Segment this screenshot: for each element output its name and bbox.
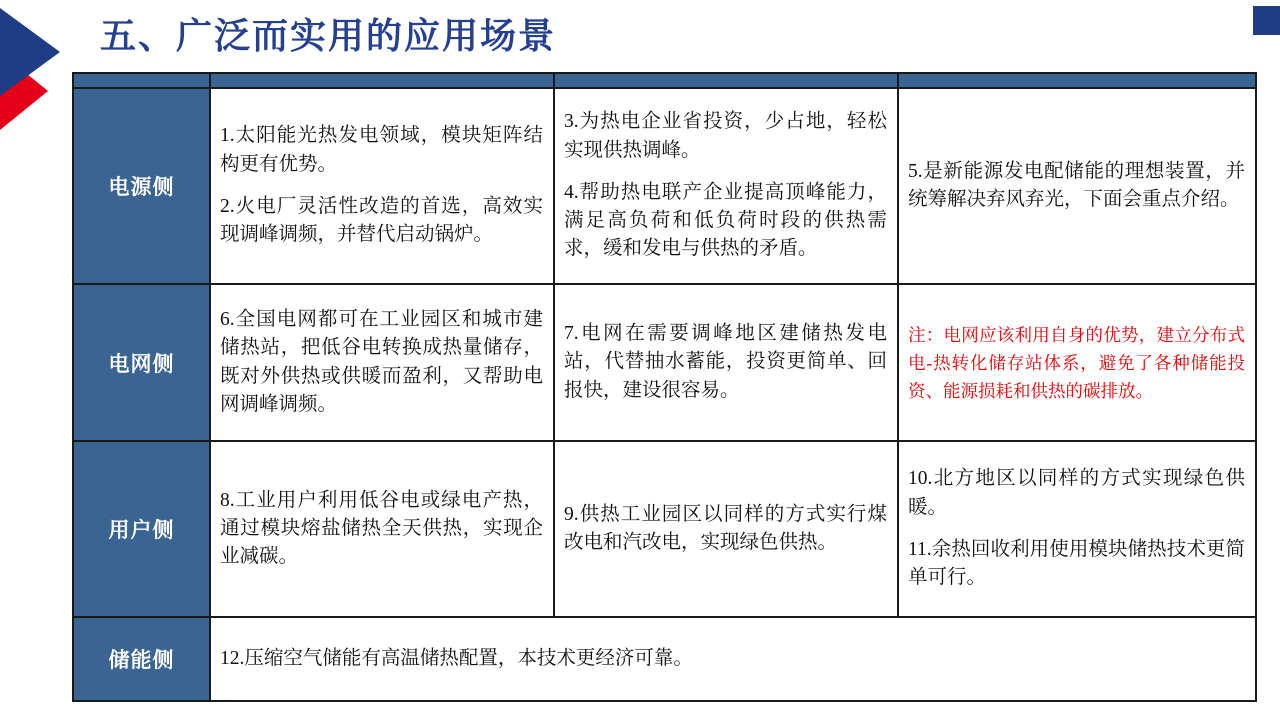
table-cell-note [898, 284, 1256, 441]
cell-paragraph: 8.工业用户利用低谷电或绿电产热，通过模块熔盐储热全天供热，实现企业减碳。 [220, 489, 543, 568]
corner-decoration [1253, 6, 1280, 35]
cell-paragraph: 11.余热回收利用使用模块储热技术更简单可行。 [908, 539, 1245, 589]
header-cell [554, 73, 898, 88]
cell-paragraph: 6.全国电网都可在工业园区和城市建储热站，把低谷电转换成热量储存，既对外供热或供暖而盈利，又帮助电网调峰调频。 [220, 308, 543, 415]
table-cell [898, 441, 1256, 617]
table-cell [898, 88, 1256, 284]
cell-paragraph: 1.太阳能光热发电领域，模块矩阵结构更有优势。 [220, 125, 543, 175]
table-row-power-source [73, 88, 1256, 284]
table-cell [554, 441, 898, 617]
table-cell [210, 88, 554, 284]
application-scenarios-table [72, 72, 1257, 702]
table-cell [554, 284, 898, 441]
table-row-grid-side [73, 284, 1256, 441]
note-paragraph: 注：电网应该利用自身的优势，建立分布式电-热转化储存站体系，避免了各种储能投资、能源损耗和供热的碳排放。 [908, 324, 1245, 401]
cell-paragraph: 7.电网在需要调峰地区建储热发电站，代替抽水蓄能，投资更简单、回报快，建设很容易。 [564, 323, 887, 401]
table-cell [554, 88, 898, 284]
slide-title: 五、广泛而实用的应用场景 [100, 16, 557, 56]
table-cell-merged [210, 617, 1256, 701]
cell-paragraph: 12.压缩空气储能有高温储热配置，本技术更经济可靠。 [220, 647, 693, 669]
cell-paragraph: 2.火电厂灵活性改造的首选，高效实现调峰调频，并替代启动锅炉。 [220, 196, 543, 246]
cell-paragraph: 4.帮助热电联产企业提高顶峰能力，满足高负荷和低负荷时段的供热需求，缓和发电与供热的矛盾。 [564, 181, 887, 260]
row-label-grid-side: 电网侧 [73, 284, 210, 441]
header-cell [73, 73, 210, 88]
cell-paragraph: 9.供热工业园区以同样的方式实行煤改电和汽改电，实现绿色供热。 [564, 503, 887, 553]
table-row-user-side [73, 441, 1256, 617]
header-cell [210, 73, 554, 88]
row-label-power-source: 电源侧 [73, 88, 210, 284]
cell-paragraph: 3.为热电企业省投资，少占地，轻松实现供热调峰。 [564, 111, 887, 161]
header-cell [898, 73, 1256, 88]
table-cell [210, 441, 554, 617]
table-header-row [73, 73, 1256, 88]
cell-paragraph: 5.是新能源发电配储能的理想装置，并统筹解决弃风弃光，下面会重点介绍。 [908, 160, 1245, 210]
row-label-storage-side: 储能侧 [73, 617, 210, 701]
row-label-user-side: 用户侧 [73, 441, 210, 617]
table-cell [210, 284, 554, 441]
table-row-storage-side [73, 617, 1256, 701]
cell-paragraph: 10.北方地区以同样的方式实现绿色供暖。 [908, 468, 1245, 518]
logo [0, 0, 70, 140]
